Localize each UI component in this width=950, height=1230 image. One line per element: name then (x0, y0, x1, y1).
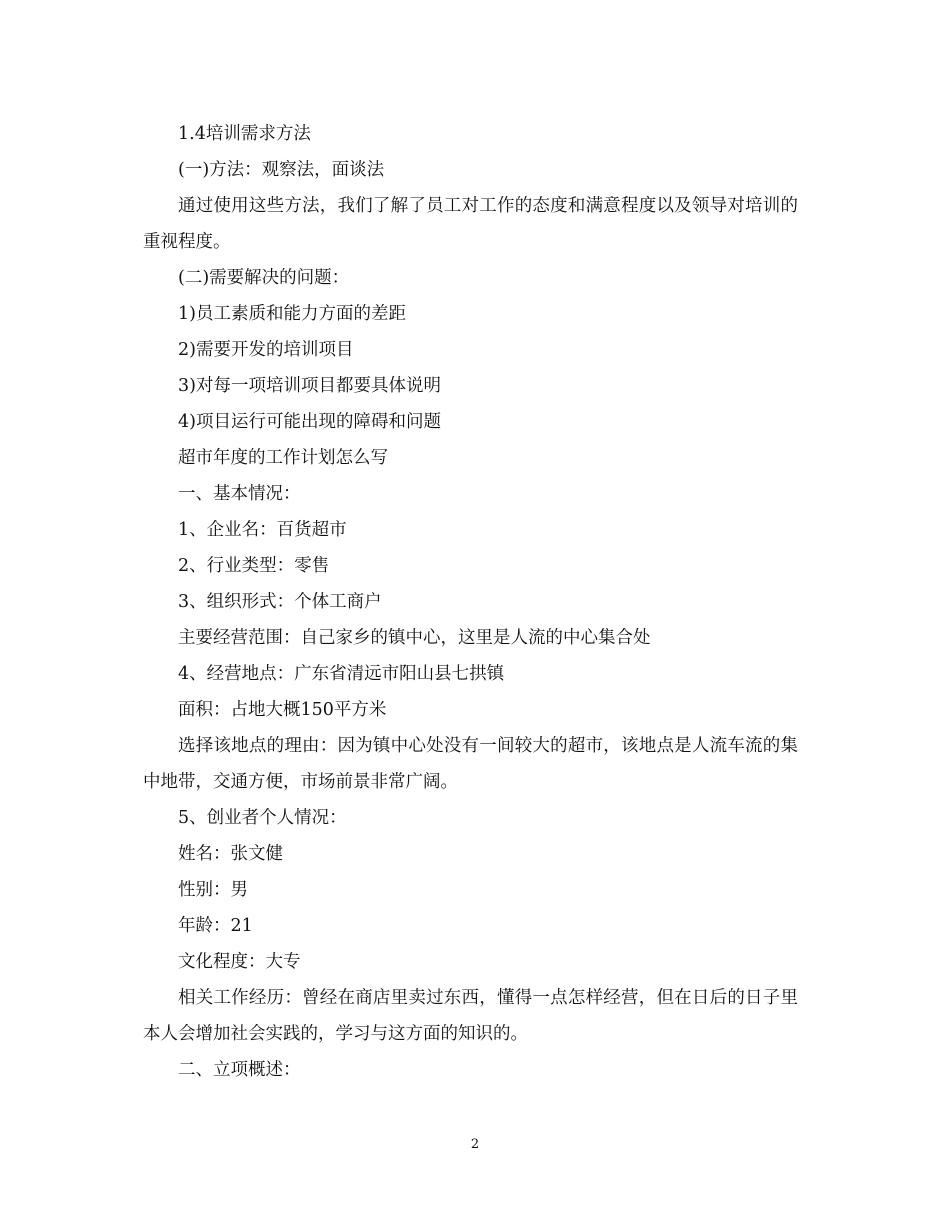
info-area: 面积：占地大概150平方米 (178, 700, 387, 720)
paragraph-methods-description: 通过使用这些方法，我们了解了员工对工作的态度和满意程度以及领导对培训的重视程度。 (143, 196, 798, 252)
info-location-reason: 选择该地点的理由：因为镇中心处没有一间较大的超市，该地点是人流车流的集中地带，交通方便，市场前景非常广阔。 (143, 736, 798, 792)
page-number: 2 (470, 1137, 480, 1152)
list-item-problem-4: 4)项目运行可能出现的障碍和问题 (178, 412, 441, 432)
list-item-problem-2: 2)需要开发的培训项目 (178, 340, 354, 360)
section-heading-project-overview: 二、立项概述： (178, 1060, 301, 1080)
paragraph-methods: (一)方法：观察法，面谈法 (178, 160, 385, 180)
info-founder-gender: 性别：男 (178, 880, 248, 900)
section-heading-1-4: 1.4培训需求方法 (178, 124, 311, 144)
document-body (143, 116, 798, 1088)
list-item-problem-3: 3)对每一项培训项目都要具体说明 (178, 376, 441, 396)
info-business-location: 4、经营地点：广东省清远市阳山县七拱镇 (178, 664, 505, 684)
info-founder-heading: 5、创业者个人情况： (178, 808, 347, 828)
info-founder-name: 姓名：张文健 (178, 844, 283, 864)
info-business-scope: 主要经营范围：自己家乡的镇中心，这里是人流的中心集合处 (178, 628, 651, 648)
info-founder-age: 年龄：21 (178, 916, 253, 936)
info-industry-type: 2、行业类型：零售 (178, 556, 330, 576)
list-item-problem-1: 1)员工素质和能力方面的差距 (178, 304, 406, 324)
section-heading-basic-info: 一、基本情况： (178, 484, 301, 504)
info-founder-experience: 相关工作经历：曾经在商店里卖过东西，懂得一点怎样经营，但在日后的日子里本人会增加社会实践的，学习与这方面的知识的。 (143, 988, 798, 1044)
info-founder-education: 文化程度：大专 (178, 952, 301, 972)
info-company-name: 1、企业名：百货超市 (178, 520, 347, 540)
info-organization-form: 3、组织形式：个体工商户 (178, 592, 382, 612)
paragraph-problems-heading: (二)需要解决的问题： (178, 268, 350, 288)
section-title-plan: 超市年度的工作计划怎么写 (178, 448, 388, 468)
